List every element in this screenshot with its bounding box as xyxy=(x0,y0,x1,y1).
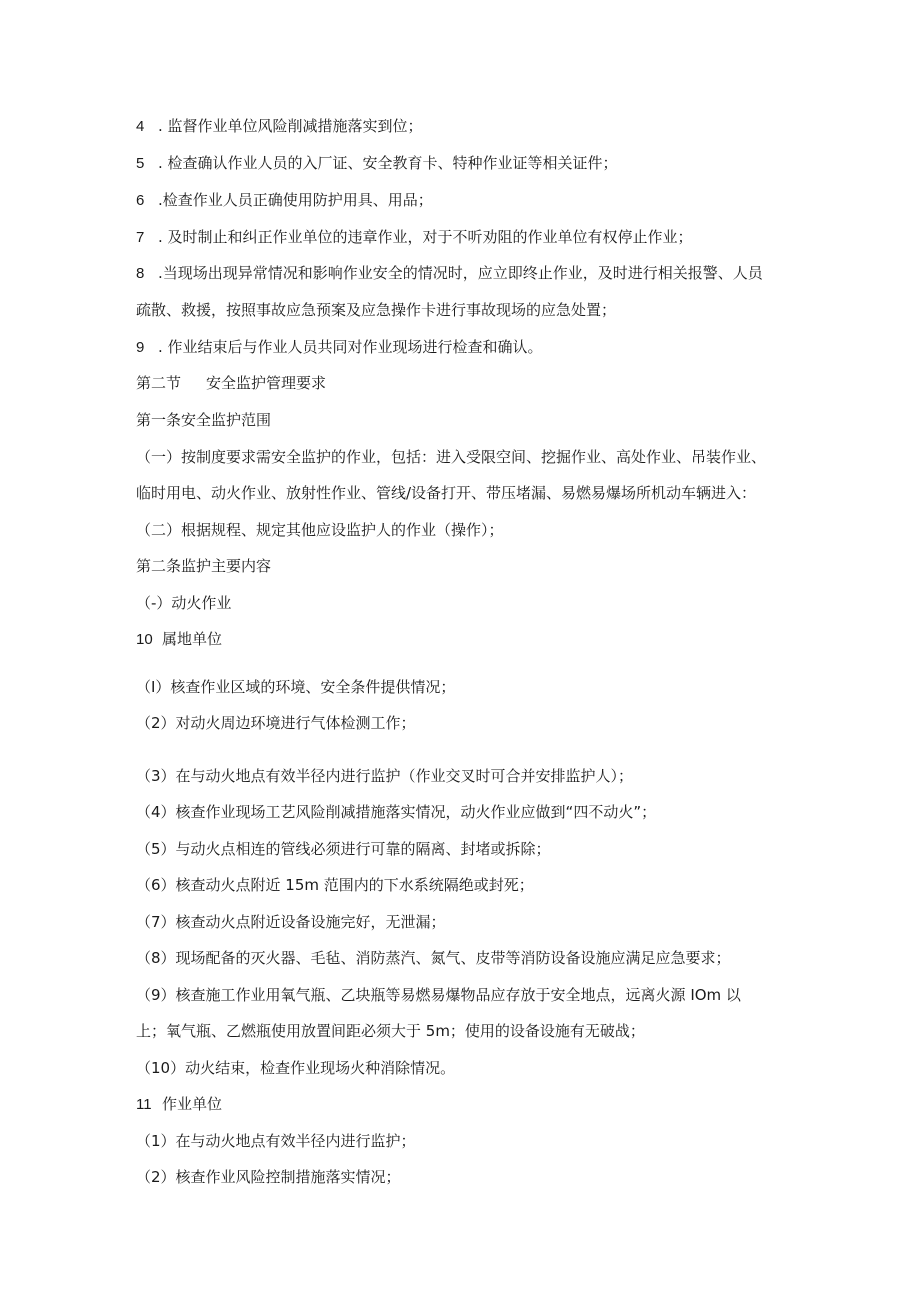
list-item: （10）动火结束，检查作业现场火种消除情况。 xyxy=(136,1059,456,1077)
list-item: （8）现场配备的灭火器、毛毡、消防蒸汽、氮气、皮带等消防设备设施应满足应急要求； xyxy=(136,949,731,967)
list-text: .当现场出现异常情况和影响作业安全的情况时，应立即终止作业，及时进行相关报警、人员 xyxy=(158,264,763,282)
paragraph: （一）按制度要求需安全监护的作业，包括：进入受限空间、挖掘作业、高处作业、吊装作业、 xyxy=(136,448,767,466)
list-item: （4）核查作业现场工艺风险削减措施落实情况，动火作业应做到“四不动火”； xyxy=(136,803,657,821)
list-number: 5 xyxy=(136,155,145,172)
list-text: . 及时制止和纠正作业单位的违章作业，对于不听劝阻的作业单位有权停止作业； xyxy=(158,228,693,246)
list-item xyxy=(136,190,433,211)
unit-number: 11 xyxy=(136,1096,152,1113)
unit-heading xyxy=(136,629,222,650)
list-number: 4 xyxy=(136,118,145,135)
list-item: （2）对动火周边环境进行气体检测工作； xyxy=(136,714,416,732)
list-item-continuation: 上；氧气瓶、乙燃瓶使用放置间距必须大于 5m；使用的设备设施有无破战； xyxy=(136,1022,645,1040)
list-text: . 作业结束后与作业人员共同对作业现场进行检查和确认。 xyxy=(158,338,543,356)
unit-title: 作业单位 xyxy=(162,1095,223,1113)
list-item xyxy=(136,337,543,358)
article-heading: 第一条安全监护范围 xyxy=(136,411,272,429)
list-number: 7 xyxy=(136,229,145,246)
list-item-continuation xyxy=(136,300,616,320)
paragraph: 临时用电、动火作业、放射性作业、管线/设备打开、带压堵漏、易燃易爆场所机动车辆进入： xyxy=(136,484,757,502)
sub-heading: （-）动火作业 xyxy=(136,594,232,612)
list-text: 疏散、救援，按照事故应急预案及应急操作卡进行事故现场的应急处置； xyxy=(136,301,617,319)
list-text: .检查作业人员正确使用防护用具、用品； xyxy=(158,191,433,209)
list-item: （1）在与动火地点有效半径内进行监护； xyxy=(136,1132,416,1150)
paragraph: （二）根据规程、规定其他应设监护人的作业（操作）； xyxy=(136,521,504,539)
list-item: （7）核查动火点附近设备设施完好，无泄漏； xyxy=(136,913,446,931)
list-number: 9 xyxy=(136,339,145,356)
list-item: （6）核查动火点附近 15m 范围内的下水系统隔绝或封死； xyxy=(136,876,534,894)
unit-title: 属地单位 xyxy=(162,630,223,648)
section-heading xyxy=(136,373,326,393)
list-item xyxy=(136,153,618,174)
list-item: （2）核查作业风险控制措施落实情况； xyxy=(136,1168,401,1186)
section-title: 安全监护管理要求 xyxy=(206,374,327,392)
list-item: （9）核查施工作业用氧气瓶、乙块瓶等易燃易爆物品应存放于安全地点，远离火源 IOm 以 xyxy=(136,986,741,1004)
list-item: （5）与动火点相连的管线必须进行可靠的隔离、封堵或拆除； xyxy=(136,840,551,858)
list-item xyxy=(136,263,763,284)
list-text: . 检查确认作业人员的入厂证、安全教育卡、特种作业证等相关证件； xyxy=(158,154,618,172)
list-item xyxy=(136,116,423,137)
section-number: 第二节 xyxy=(136,374,182,392)
article-heading: 第二条监护主要内容 xyxy=(136,557,272,575)
list-text: . 监督作业单位风险削减措施落实到位； xyxy=(158,117,423,135)
list-item: （3）在与动火地点有效半径内进行监护（作业交叉时可合并安排监护人）； xyxy=(136,767,634,785)
list-item: （I）核查作业区域的环境、安全条件提供情况； xyxy=(136,678,456,696)
unit-heading xyxy=(136,1094,222,1115)
list-number: 6 xyxy=(136,192,145,209)
list-number: 8 xyxy=(136,265,145,282)
list-item xyxy=(136,227,693,248)
unit-number: 10 xyxy=(136,631,153,648)
